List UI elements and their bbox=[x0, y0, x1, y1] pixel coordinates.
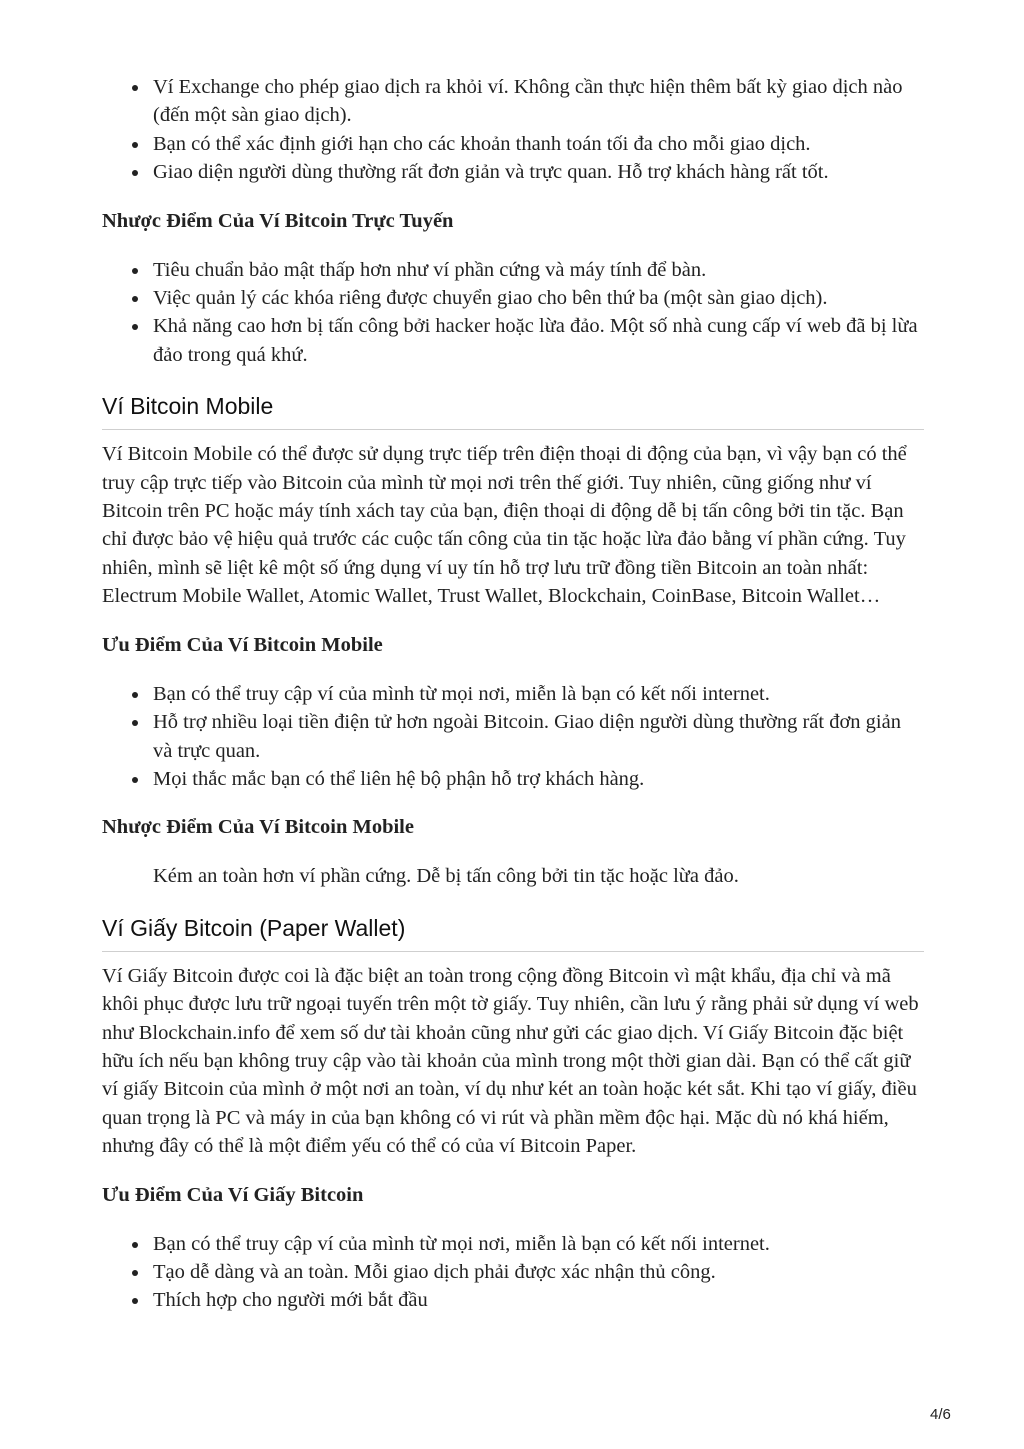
online-cons-heading: Nhược Điểm Của Ví Bitcoin Trực Tuyến bbox=[102, 209, 454, 232]
list-item: Bạn có thể truy cập ví của mình từ mọi nơi, miễn là bạn có kết nối internet. bbox=[102, 1230, 924, 1258]
list-item: Bạn có thể truy cập ví của mình từ mọi nơi, miễn là bạn có kết nối internet. bbox=[102, 680, 924, 708]
paper-pros-heading: Ưu Điểm Của Ví Giấy Bitcoin bbox=[102, 1183, 364, 1206]
online-cons-list bbox=[102, 256, 924, 370]
paper-paragraph: Ví Giấy Bitcoin được coi là đặc biệt an toàn trong cộng đồng Bitcoin vì mật khẩu, địa chỉ và mã khôi phục được lưu trữ ngoại tuyến trên một tờ giấy. Tuy nhiên, cần lưu ý rằng phải sử dụng ví web như Blockchain.info để xem số dư tài khoản cũng như gửi các giao dịch. Ví Giấy Bitcoin đặc biệt hữu ích nếu bạn không truy cập vào tài khoản của mình trong một thời gian dài. Bạn có thể cất giữ ví giấy Bitcoin của mình ở một nơi an toàn, ví dụ như két an toàn hoặc két sắt. Khi tạo ví giấy, điều quan trọng là PC và máy in của bạn không có vi rút và phần mềm độc hại. Mặc dù nó khá hiếm, nhưng đây có thể là một điểm yếu có thể có của ví Bitcoin Paper. bbox=[102, 964, 919, 1158]
mobile-pros-list bbox=[102, 680, 924, 794]
list-item: Việc quản lý các khóa riêng được chuyển giao cho bên thứ ba (một sàn giao dịch). bbox=[102, 284, 924, 312]
list-item: Tiêu chuẩn bảo mật thấp hơn như ví phần cứng và máy tính để bàn. bbox=[102, 256, 924, 284]
list-item: Khả năng cao hơn bị tấn công bởi hacker hoặc lừa đảo. Một số nhà cung cấp ví web đã bị lừa đảo trong quá khứ. bbox=[102, 312, 924, 369]
mobile-cons-heading: Nhược Điểm Của Ví Bitcoin Mobile bbox=[102, 816, 414, 839]
list-item: Tạo dễ dàng và an toàn. Mỗi giao dịch phải được xác nhận thủ công. bbox=[102, 1258, 924, 1286]
list-item: Hỗ trợ nhiều loại tiền điện tử hơn ngoài Bitcoin. Giao diện người dùng thường rất đơn giản và trực quan. bbox=[102, 708, 924, 765]
page-number: 4/6 bbox=[930, 1406, 951, 1423]
paper-pros-list bbox=[102, 1230, 924, 1315]
article-content bbox=[102, 70, 924, 1315]
list-item: Thích hợp cho người mới bắt đầu bbox=[102, 1286, 924, 1314]
mobile-pros-heading: Ưu Điểm Của Ví Bitcoin Mobile bbox=[102, 633, 383, 656]
mobile-paragraph: Ví Bitcoin Mobile có thể được sử dụng trực tiếp trên điện thoại di động của bạn, vì vậy bạn có thể truy cập trực tiếp vào Bitcoin của mình từ mọi nơi trên thế giới. Tuy nhiên, cũng giống như ví Bitcoin trên PC hoặc máy tính xách tay của bạn, điện thoại di động dễ bị tấn công bởi tin tặc. Bạn chỉ được bảo vệ hiệu quả trước các cuộc tấn công của tin tặc hoặc lừa đảo bằng ví phần cứng. Tuy nhiên, mình sẽ liệt kê một số ứng dụng ví uy tín hỗ trợ lưu trữ đồng tiền Bitcoin an toàn nhất: Electrum Mobile Wallet, Atomic Wallet, Trust Wallet, Blockchain, CoinBase, Bitcoin Wallet… bbox=[102, 443, 907, 608]
paper-section-title: Ví Giấy Bitcoin (Paper Wallet) bbox=[102, 913, 924, 952]
list-item: Bạn có thể xác định giới hạn cho các khoản thanh toán tối đa cho mỗi giao dịch. bbox=[102, 130, 924, 158]
mobile-cons-text: Kém an toàn hơn ví phần cứng. Dễ bị tấn công bởi tin tặc hoặc lừa đảo. bbox=[153, 865, 739, 888]
list-item: Giao diện người dùng thường rất đơn giản và trực quan. Hỗ trợ khách hàng rất tốt. bbox=[102, 158, 924, 186]
online-pros-list bbox=[102, 73, 924, 187]
list-item: Ví Exchange cho phép giao dịch ra khỏi ví. Không cần thực hiện thêm bất kỳ giao dịch nào (đến một sàn giao dịch). bbox=[102, 73, 924, 130]
list-item: Mọi thắc mắc bạn có thể liên hệ bộ phận hỗ trợ khách hàng. bbox=[102, 765, 924, 793]
mobile-section-title: Ví Bitcoin Mobile bbox=[102, 391, 924, 430]
